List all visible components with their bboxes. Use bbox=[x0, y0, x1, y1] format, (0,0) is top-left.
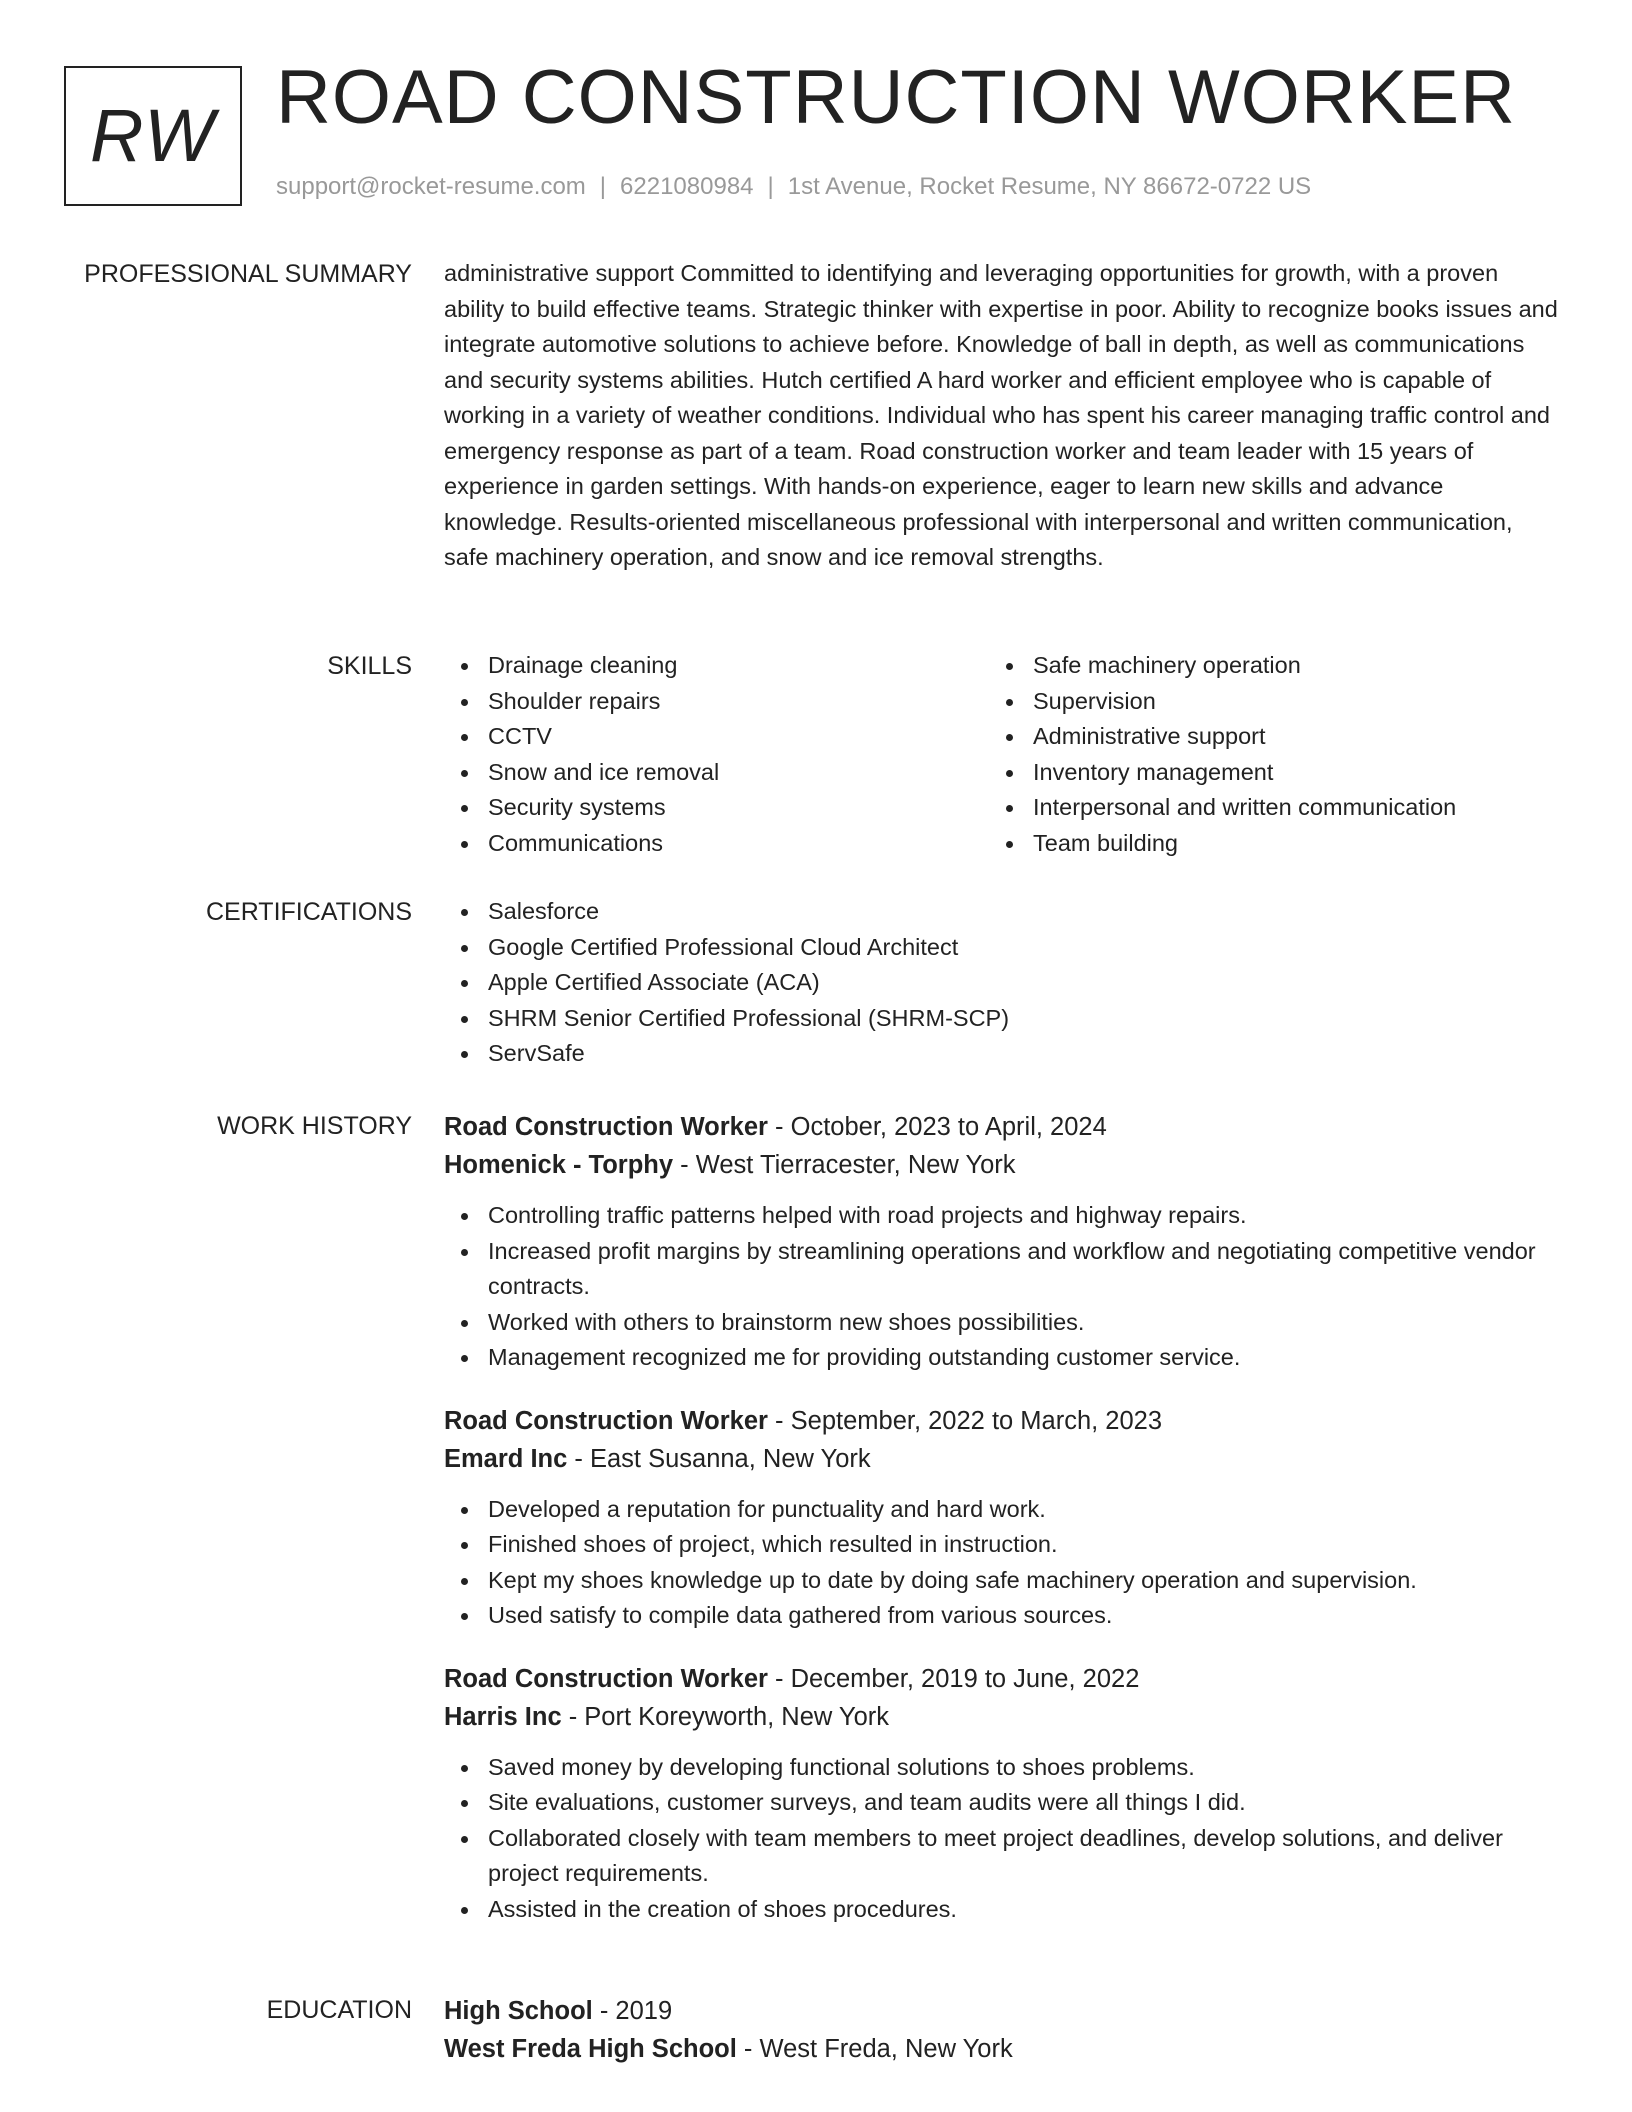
job-title: Road Construction Worker bbox=[444, 1406, 768, 1435]
job-title-line bbox=[444, 1660, 1559, 1698]
certification-item: SHRM Senior Certified Professional (SHRM-SCP) bbox=[488, 1001, 1559, 1037]
contact-line bbox=[276, 173, 1311, 201]
job-location: - East Susanna, New York bbox=[567, 1444, 871, 1473]
section-label-certifications: CERTIFICATIONS bbox=[205, 898, 412, 926]
education-school-line bbox=[444, 2030, 1559, 2068]
skills-list-left bbox=[444, 648, 989, 861]
skill-item: Inventory management bbox=[1033, 755, 1534, 791]
job-title: Road Construction Worker bbox=[444, 1664, 768, 1693]
contact-address: 1st Avenue, Rocket Resume, NY 86672-0722 US bbox=[787, 173, 1312, 200]
job-location: - West Tierracester, New York bbox=[673, 1151, 1016, 1179]
job-bullet: Kept my shoes knowledge up to date by doing safe machinery operation and supervision. bbox=[488, 1563, 1559, 1599]
education-location: - West Freda, New York bbox=[736, 2035, 1013, 2063]
summary-body bbox=[444, 256, 1559, 576]
skill-item: CCTV bbox=[488, 719, 989, 755]
monogram-initials: RW bbox=[90, 94, 216, 177]
certification-item: ServSafe bbox=[488, 1036, 1559, 1072]
skills-column-right bbox=[989, 648, 1534, 861]
skills-column-left bbox=[444, 648, 989, 861]
job-bullet: Finished shoes of project, which resulted in instruction. bbox=[488, 1527, 1559, 1563]
contact-phone[interactable]: 6221080984 bbox=[620, 173, 754, 200]
job-entry bbox=[444, 1108, 1559, 1376]
education-degree-line bbox=[444, 1992, 1559, 2030]
job-company: Harris Inc bbox=[444, 1702, 562, 1731]
skill-item: Interpersonal and written communication bbox=[1033, 790, 1534, 826]
job-title-line bbox=[444, 1108, 1559, 1146]
job-bullets bbox=[444, 1492, 1559, 1634]
section-label-summary: PROFESSIONAL SUMMARY bbox=[84, 260, 412, 288]
job-dates: - September, 2022 to March, 2023 bbox=[767, 1406, 1163, 1435]
job-bullet: Collaborated closely with team members to meet project deadlines, develop solutions, and deliver project requirements. bbox=[488, 1821, 1559, 1892]
section-label-education: EDUCATION bbox=[266, 1996, 412, 2024]
job-location: - Port Koreyworth, New York bbox=[561, 1702, 890, 1731]
contact-email[interactable]: support@rocket-resume.com bbox=[276, 173, 586, 200]
section-label-work-history: WORK HISTORY bbox=[217, 1112, 412, 1140]
monogram-box bbox=[64, 66, 242, 206]
job-company-line bbox=[444, 1146, 1559, 1184]
job-bullet: Increased profit margins by streamlining operations and workflow and negotiating competitive vendor contracts. bbox=[488, 1234, 1559, 1305]
education-school: West Freda High School bbox=[444, 2035, 737, 2063]
job-company-line bbox=[444, 1698, 1559, 1736]
skill-item: Supervision bbox=[1033, 684, 1534, 720]
skill-item: Drainage cleaning bbox=[488, 648, 989, 684]
job-bullet: Saved money by developing functional solutions to shoes problems. bbox=[488, 1750, 1559, 1786]
contact-separator: | bbox=[767, 173, 774, 200]
job-bullet: Site evaluations, customer surveys, and team audits were all things I did. bbox=[488, 1785, 1559, 1821]
education-body bbox=[444, 1992, 1559, 2068]
certification-item: Google Certified Professional Cloud Architect bbox=[488, 930, 1559, 966]
job-bullets bbox=[444, 1750, 1559, 1928]
certification-item: Apple Certified Associate (ACA) bbox=[488, 965, 1559, 1001]
skill-item: Communications bbox=[488, 826, 989, 862]
job-entry bbox=[444, 1660, 1559, 1928]
job-title-line bbox=[444, 1402, 1559, 1440]
work-history-body bbox=[444, 1108, 1559, 1943]
certifications-body bbox=[444, 894, 1559, 1072]
job-bullet: Worked with others to brainstorm new shoes possibilities. bbox=[488, 1305, 1559, 1341]
job-bullet: Assisted in the creation of shoes procedures. bbox=[488, 1892, 1559, 1928]
skill-item: Snow and ice removal bbox=[488, 755, 989, 791]
job-dates: - December, 2019 to June, 2022 bbox=[767, 1664, 1140, 1693]
education-year: - 2019 bbox=[592, 1997, 673, 2025]
job-title: Road Construction Worker bbox=[444, 1113, 768, 1141]
job-entry bbox=[444, 1402, 1559, 1634]
skills-grid bbox=[444, 648, 1559, 861]
job-bullet: Developed a reputation for punctuality and hard work. bbox=[488, 1492, 1559, 1528]
job-company: Emard Inc bbox=[444, 1444, 568, 1473]
job-bullet: Controlling traffic patterns helped with road projects and highway repairs. bbox=[488, 1198, 1559, 1234]
skill-item: Safe machinery operation bbox=[1033, 648, 1534, 684]
job-bullets bbox=[444, 1198, 1559, 1376]
job-bullet: Management recognized me for providing outstanding customer service. bbox=[488, 1340, 1559, 1376]
job-company-line bbox=[444, 1440, 1559, 1478]
education-degree: High School bbox=[444, 1997, 593, 2025]
resume-title: ROAD CONSTRUCTION WORKER bbox=[276, 55, 1516, 140]
job-bullet: Used satisfy to compile data gathered from various sources. bbox=[488, 1598, 1559, 1634]
job-dates: - October, 2023 to April, 2024 bbox=[767, 1113, 1107, 1141]
certifications-list bbox=[444, 894, 1559, 1072]
section-label-skills: SKILLS bbox=[327, 652, 412, 680]
job-company: Homenick - Torphy bbox=[444, 1151, 674, 1179]
certification-item: Salesforce bbox=[488, 894, 1559, 930]
summary-text: administrative support Committed to identifying and leveraging opportunities for growth, with a proven ability to build effective teams. Strategic thinker with expertise in poor. Ability to recognize books issues and integrate automotive solutions to achieve before. Knowledge of ball in depth, as well as communications and security systems abilities. Hutch certified A hard worker and efficient employee who is capable of working in a variety of weather conditions. Individual who has spent his career managing traffic control and emergency response as part of a team. Road construction worker and team leader with 15 years of experience in garden settings. With hands-on experience, eager to learn new skills and advance knowledge. Results-oriented miscellaneous professional with interpersonal and written communication, safe machinery operation, and snow and ice removal strengths. bbox=[444, 260, 1558, 570]
skill-item: Administrative support bbox=[1033, 719, 1534, 755]
contact-separator: | bbox=[599, 173, 607, 200]
skill-item: Shoulder repairs bbox=[488, 684, 989, 720]
skills-list-right bbox=[989, 648, 1534, 861]
skill-item: Team building bbox=[1033, 826, 1534, 862]
skill-item: Security systems bbox=[488, 790, 989, 826]
